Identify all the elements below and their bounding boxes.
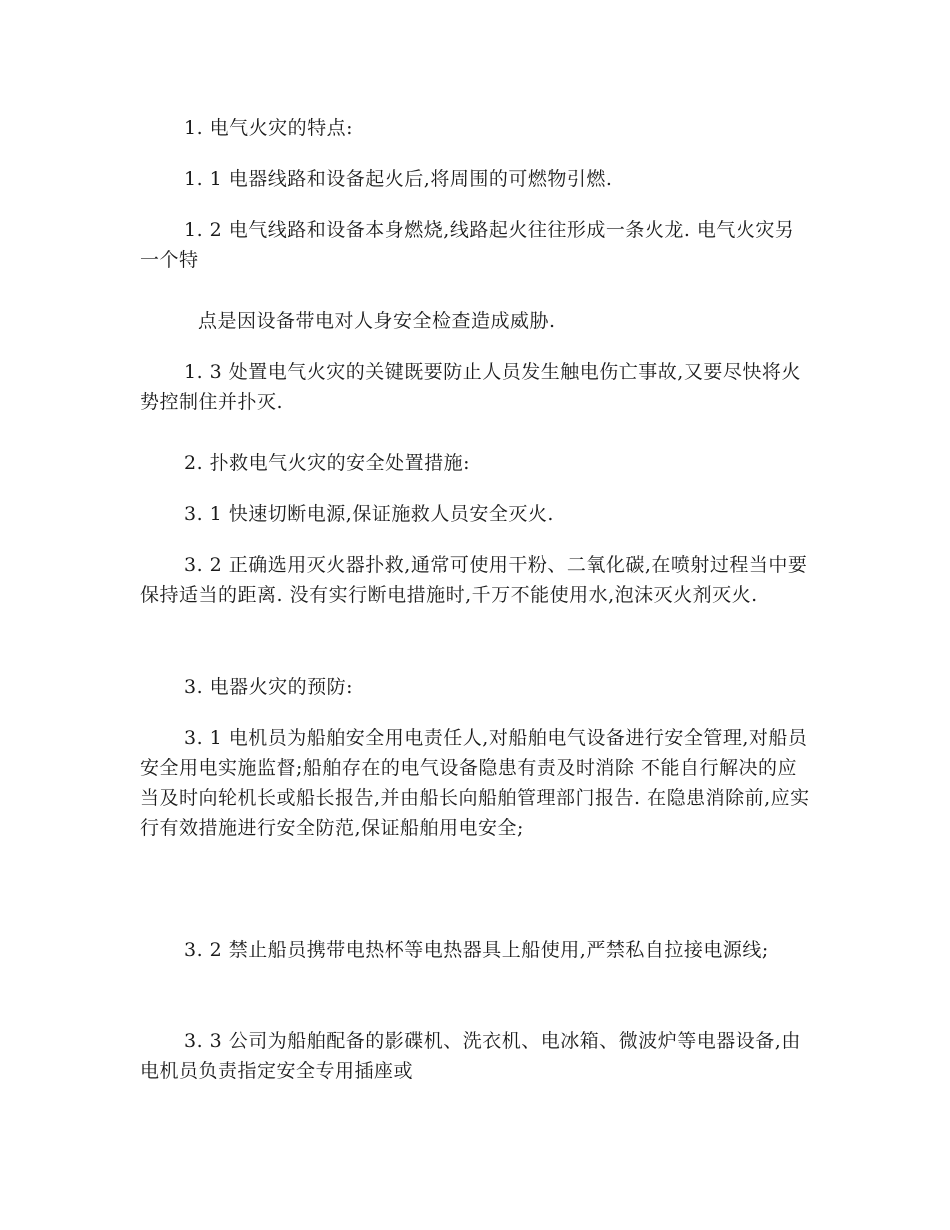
paragraph-1-2-continued: 点是因设备带电对人身安全检查造成威胁. xyxy=(198,310,556,332)
paragraph-1-2: 1. 2 电气线路和设备本身燃烧,线路起火往往形成一条火龙. 电气火灾另一个特 xyxy=(140,219,795,271)
paragraph-3-3-appliances: 3. 3 公司为船舶配备的影碟机、洗衣机、电冰箱、微波炉等电器设备,由电机员负责指定安全专用插座或 xyxy=(140,1030,801,1082)
paragraph-3-1-cut-power: 3. 1 快速切断电源,保证施救人员安全灭火. xyxy=(184,503,554,525)
paragraph-1-1: 1. 1 电器线路和设备起火后,将周围的可燃物引燃. xyxy=(184,168,613,190)
paragraph-1-3: 1. 3 处置电气火灾的关键既要防止人员发生触电伤亡事故,又要尽快将火势控制住并扑灭. xyxy=(140,361,801,413)
paragraph-3-2-extinguisher: 3. 2 正确选用灭火器扑救,通常可使用干粉、二氧化碳,在喷射过程当中要保持适当的距离. 没有实行断电措施时,千万不能使用水,泡沫灭火剂灭火. xyxy=(140,554,808,606)
heading-electrical-fire-features: 1. 电气火灾的特点: xyxy=(184,117,354,139)
heading-fire-prevention: 3. 电器火灾的预防: xyxy=(184,676,354,698)
paragraph-3-2-prohibit: 3. 2 禁止船员携带电热杯等电热器具上船使用,严禁私自拉接电源线; xyxy=(184,939,769,961)
heading-safety-measures: 2. 扑救电气火灾的安全处置措施: xyxy=(184,452,471,474)
paragraph-3-1-electrician: 3. 1 电机员为船舶安全用电责任人,对船舶电气设备进行安全管理,对船员安全用电实施监督;船舶存在的电气设备隐患有责及时消除 不能自行解决的应当及时向轮机长或船长报告,并由船长向船舶管理部门报告. 在隐患消除前,应实行有效措施进行安全防范,保证船舶用电安全; xyxy=(140,727,810,839)
